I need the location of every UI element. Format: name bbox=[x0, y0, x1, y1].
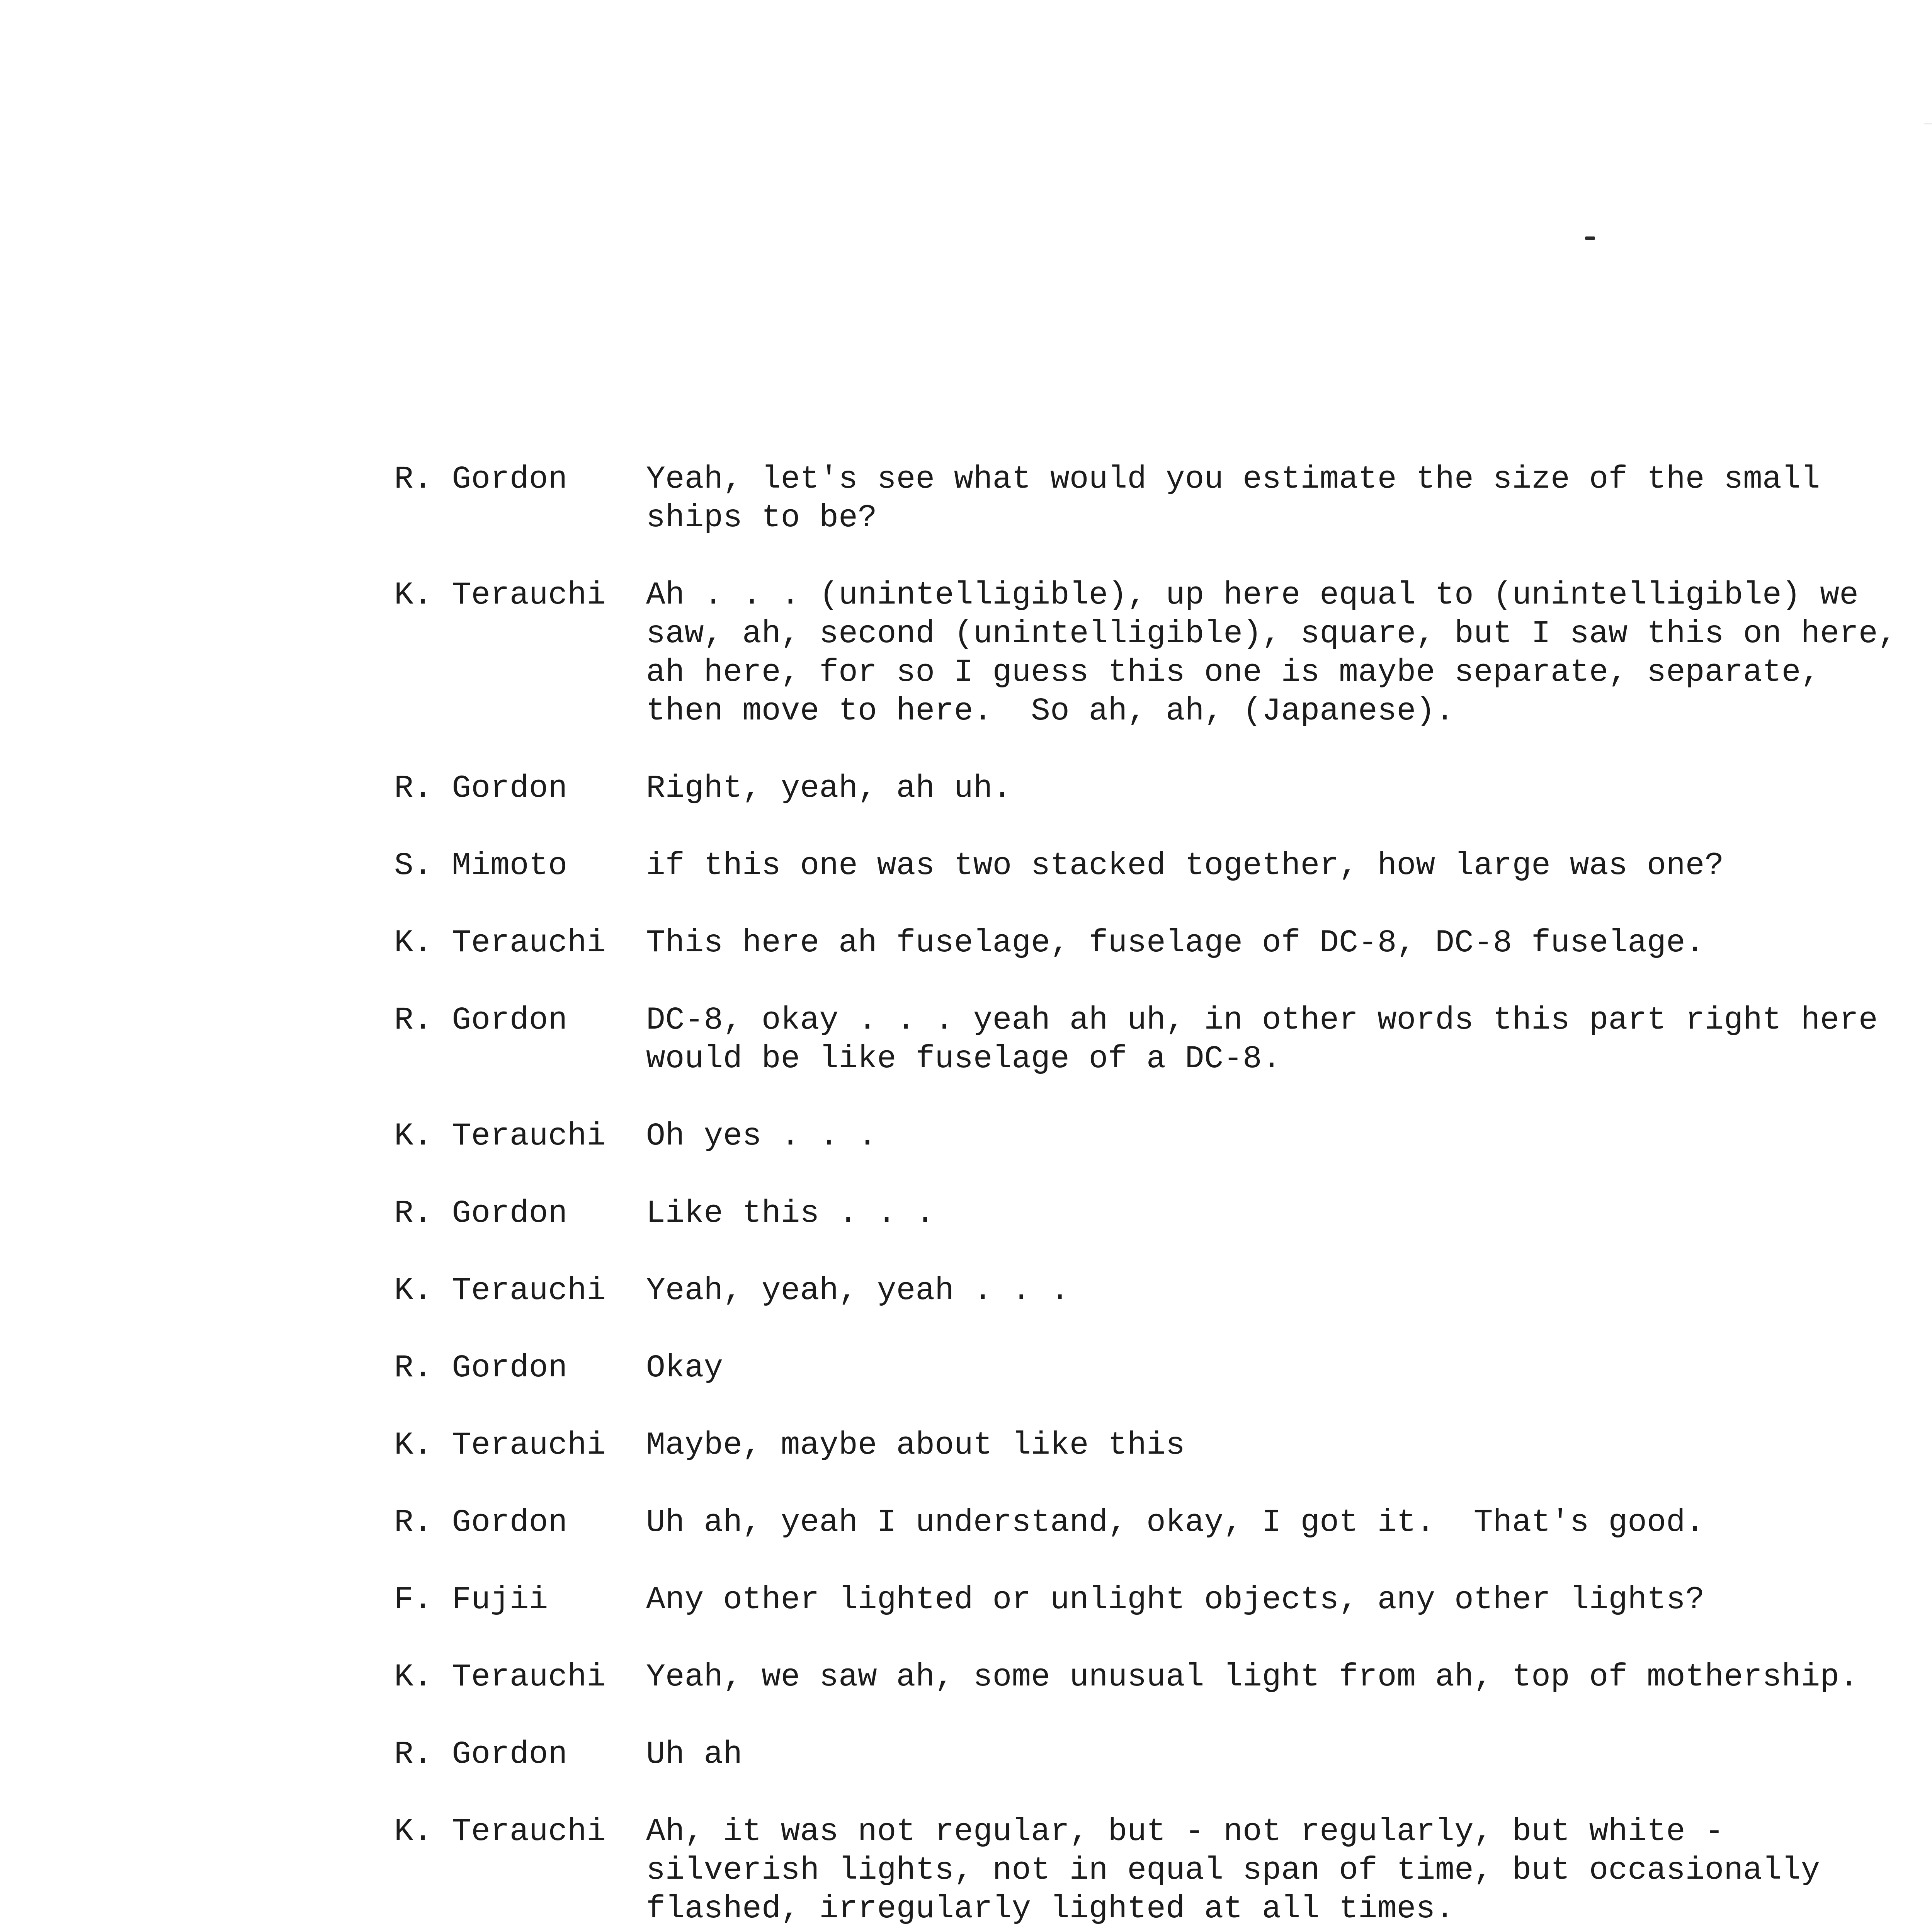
transcript-entry bbox=[394, 1271, 1932, 1310]
speaker-name: F. Fujii bbox=[394, 1582, 548, 1618]
speaker-name: R. Gordon bbox=[394, 1504, 568, 1541]
speaker-name: S. Mimoto bbox=[394, 847, 568, 884]
utterance-text: This here ah fuselage, fuselage of DC-8, DC-8 fuselage. bbox=[646, 925, 1705, 961]
utterance-text: Yeah, yeah, yeah . . . bbox=[646, 1272, 1070, 1309]
utterance-text: Right, yeah, ah uh. bbox=[646, 770, 1012, 806]
transcript bbox=[394, 460, 1932, 1932]
utterance-text: DC-8, okay . . . yeah ah uh, in other words this part right here would be like fuselage of a DC-8. bbox=[646, 1002, 1878, 1077]
speaker-name: R. Gordon bbox=[394, 1736, 568, 1772]
utterance-text: Any other lighted or unlight objects, any other lights? bbox=[646, 1582, 1705, 1618]
transcript-entry bbox=[394, 1812, 1932, 1928]
transcript-entry bbox=[394, 923, 1932, 962]
transcript-entry bbox=[394, 1503, 1932, 1542]
speaker-name: K. Terauchi bbox=[394, 925, 606, 961]
utterance-text: if this one was two stacked together, how large was one? bbox=[646, 847, 1724, 884]
speaker-name: K. Terauchi bbox=[394, 1272, 606, 1309]
transcript-entry bbox=[394, 1580, 1932, 1619]
utterance-text: Uh ah bbox=[646, 1736, 743, 1772]
utterance-text: Ah . . . (unintelligible), up here equal to (unintelligible) we saw, ah, second (unintelligible), square, but I saw this on here, ah here, for so I guess this one is maybe separate, separate, then move to here. So ah, ah, (Japanese). bbox=[646, 577, 1897, 729]
transcript-entry bbox=[394, 460, 1932, 537]
transcript-entry bbox=[394, 1001, 1932, 1078]
speaker-name: K. Terauchi bbox=[394, 1427, 606, 1463]
transcript-entry bbox=[394, 1426, 1932, 1464]
utterance-text: Ah, it was not regular, but - not regularly, but white - silverish lights, not in equal span of time, but occasionally flashed, irregularly lighted at all times. bbox=[646, 1813, 1820, 1927]
transcript-entry bbox=[394, 1658, 1932, 1696]
speaker-name: R. Gordon bbox=[394, 1195, 568, 1231]
transcript-entry bbox=[394, 846, 1932, 885]
utterance-text: Uh ah, yeah I understand, okay, I got it. That's good. bbox=[646, 1504, 1705, 1541]
transcript-entry bbox=[394, 769, 1932, 808]
transcript-entry bbox=[394, 1349, 1932, 1387]
transcript-entry bbox=[394, 1117, 1932, 1155]
transcript-entry bbox=[394, 1735, 1932, 1774]
utterance-text: Maybe, maybe about like this bbox=[646, 1427, 1185, 1463]
transcript-entry bbox=[394, 1194, 1932, 1233]
speaker-name: R. Gordon bbox=[394, 1350, 568, 1386]
speaker-name: R. Gordon bbox=[394, 770, 568, 806]
speaker-name: R. Gordon bbox=[394, 461, 568, 497]
speaker-name: K. Terauchi bbox=[394, 1118, 606, 1154]
scan-line bbox=[1924, 123, 1932, 124]
transcript-entry bbox=[394, 576, 1932, 730]
scan-speck bbox=[1585, 236, 1595, 240]
speaker-name: K. Terauchi bbox=[394, 1813, 606, 1850]
utterance-text: Okay bbox=[646, 1350, 723, 1386]
speaker-name: R. Gordon bbox=[394, 1002, 568, 1038]
utterance-text: Yeah, we saw ah, some unusual light from ah, top of mothership. bbox=[646, 1659, 1859, 1695]
speaker-name: K. Terauchi bbox=[394, 577, 606, 613]
utterance-text: Like this . . . bbox=[646, 1195, 935, 1231]
speaker-name: K. Terauchi bbox=[394, 1659, 606, 1695]
utterance-text: Yeah, let's see what would you estimate the size of the small ships to be? bbox=[646, 461, 1820, 536]
utterance-text: Oh yes . . . bbox=[646, 1118, 877, 1154]
